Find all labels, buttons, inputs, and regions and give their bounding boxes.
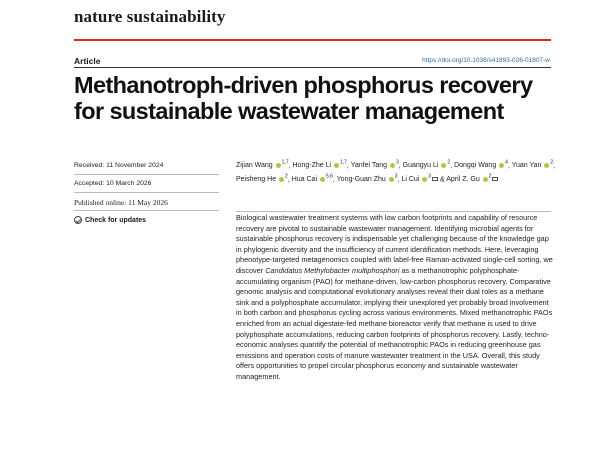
affiliation-marker: 1,7 [281, 160, 289, 166]
author-name[interactable] [291, 173, 333, 184]
author-name[interactable] [512, 162, 553, 169]
author-name-text: Li Cui [401, 176, 422, 184]
author-name[interactable] [446, 173, 498, 184]
meta-divider [74, 174, 219, 175]
journal-name: nature sustainability [74, 7, 226, 26]
orcid-icon[interactable] [279, 177, 284, 182]
orcid-icon[interactable] [320, 177, 325, 182]
abstract-text-2: as a methanotrophic polyphosphate-accumulating organism (PAO) for methane-driven, low-carbon phosphorus recovery. Comparative genomic analysis and computational evolutionary analyses reveal their dual roles as a methane sink and a polyphosphate accumulator, implying their unexplored yet probably broad involvement in both carbon and phosphorus cycling across various environments. Mixed methanotrophic PAOs enriched from an actual digestate-fed methane bioreactor verify that methane is used to drive polyphosphate accumulations, reducing carbon footprints of phosphorus recovery. Lastly, techno-economic analyses quantify the potential of methanotrophic PAOs in reducing greenhouse gas emissions and operation costs of manure wastewater treatment in the USA. Overall, this study offers opportunities to propel circular phosphorus economy and sustainable wastewater management. [236, 265, 553, 381]
author-name-text: Hua Cai [291, 176, 319, 184]
author-name-text: Yanfei Tang [350, 162, 389, 170]
header-divider [74, 39, 551, 41]
author-name-text: Yong-Guan Zhu [336, 176, 388, 184]
orcid-icon[interactable] [276, 163, 281, 168]
author-name[interactable] [236, 173, 288, 184]
author-name-text: Peisheng He [236, 176, 279, 184]
orcid-icon[interactable] [390, 163, 395, 168]
affiliation-marker: 5,6 [325, 173, 333, 180]
author-name-text: Yuan Yan [511, 162, 544, 170]
author-name[interactable] [236, 162, 289, 169]
affiliation-marker: 3 [428, 173, 432, 180]
abstract-divider [236, 211, 551, 212]
meta-divider [74, 192, 219, 193]
orcid-icon[interactable] [334, 163, 339, 168]
author-list: Zijian Wang $^{1,7}$, Hong-Zhe Li $^{1,7}$, Yanfei Tang $^3$, Guangyu Li $^2$, Dongqi Wang $^4$, Yuan Yan $^2$, Peisheng He $^2$, Hua Cai $^{5,6}$, Yong-Guan Zhu $^3$, Li Cui $^3$ & April Z. Gu $^2$ [236, 160, 556, 184]
author-name-text: Hong-Zhe Li [292, 162, 333, 170]
author-name[interactable] [403, 162, 451, 169]
author-name[interactable] [293, 162, 347, 169]
affiliation-marker: 3 [394, 173, 398, 180]
title-divider [74, 67, 551, 68]
affiliation-marker: 2 [447, 160, 451, 166]
affiliation-marker: 1,7 [339, 160, 347, 166]
affiliation-marker: 2 [285, 173, 288, 180]
affiliation-marker: 4 [505, 160, 508, 166]
author-name-text: Dongqi Wang [454, 162, 499, 170]
author-name[interactable] [454, 162, 508, 169]
affiliation-marker: 3 [395, 160, 399, 166]
abstract [236, 213, 556, 383]
doi-link[interactable]: https://doi.org/10.1038/s41893-026-01807-w [422, 57, 550, 64]
check-for-updates-label: Check for updates [85, 216, 147, 224]
author-name[interactable] [336, 173, 398, 184]
meta-divider [74, 210, 219, 211]
author-name-text: Guangyu Li [402, 162, 441, 170]
affiliation-marker: 2 [550, 160, 554, 166]
author-name[interactable] [351, 162, 399, 169]
check-for-updates-button[interactable] [74, 216, 146, 224]
accepted-date: Accepted: 10 March 2026 [74, 180, 152, 187]
author-name-text: April Z. Gu [446, 176, 482, 184]
orcid-icon[interactable] [441, 163, 446, 168]
orcid-icon[interactable] [389, 177, 394, 182]
orcid-icon[interactable] [544, 163, 549, 168]
article-type: Article [74, 56, 101, 66]
orcid-icon[interactable] [483, 177, 488, 182]
author-name-text: Zijian Wang [236, 162, 275, 170]
orcid-icon[interactable] [422, 177, 427, 182]
published-date: Published online: 11 May 2026 [74, 198, 168, 207]
abstract-text-1: Biological wastewater treatment systems with low carbon footprints and capability of resource recovery are pivotal to sustainable wastewater management. Identifying microbial agents for sustainable phosphorus recovery is indispensable yet challenging because of the knowledge gap in phylogenic diversity and the insufficiency of current identification methods. Here, leveraging phenotype-targeted metagenomics coupled with label-free Raman-activated single-cell sorting, we discover [236, 213, 553, 275]
email-icon[interactable] [432, 177, 438, 181]
email-icon[interactable] [492, 177, 498, 181]
check-icon [74, 216, 82, 224]
article-title: Methanotroph-driven phosphorus recovery for sustainable wastewater management [74, 72, 533, 124]
author-name[interactable] [401, 173, 438, 184]
orcid-icon[interactable] [499, 163, 504, 168]
abstract-organism-name: Candidatus Methylobacter multiphosphori [265, 265, 400, 275]
received-date: Received: 11 November 2024 [74, 162, 164, 169]
affiliation-marker: 2 [488, 173, 492, 180]
